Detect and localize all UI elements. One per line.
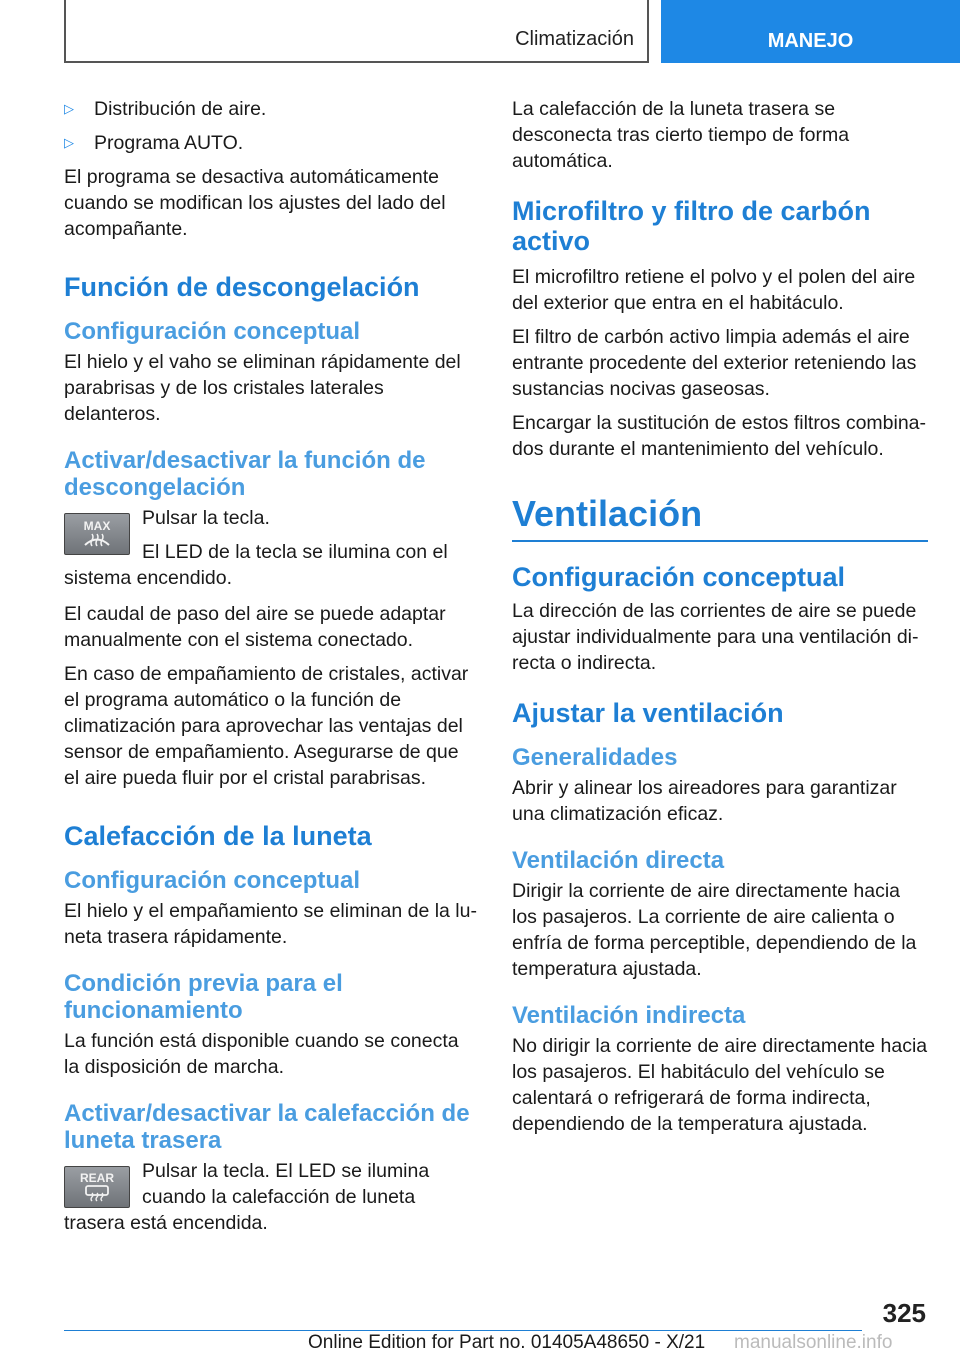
- heading-filter: Microfiltro y filtro de carbón activo: [512, 196, 871, 256]
- paragraph: La dirección de las corrientes de aire se puede ajustar individualmente para una ventilación directa o indirecta.: [512, 600, 919, 674]
- heading-rear-concept: Configuración conceptual: [64, 867, 361, 894]
- bullet-item: [64, 130, 478, 156]
- heading-rear-condition: Condición previa para el funcionamiento: [64, 970, 343, 1024]
- heading-direct: Ventilación directa: [512, 847, 725, 874]
- watermark: manualsonline.info: [734, 1332, 893, 1353]
- paragraph: La calefacción de la luneta trasera se desconecta tras cierto tiempo de forma automática.: [512, 98, 850, 172]
- heading-defrost-concept: Configuración conceptual: [64, 318, 361, 345]
- heading-rear-toggle: Activar/desactivar la calefacción de luneta trasera: [64, 1100, 470, 1154]
- edition-text: Online Edition for Part no. 01405A48650 - X/21: [308, 1332, 706, 1353]
- heading-general: Generalidades: [512, 744, 678, 771]
- bullet-text: Distribución de aire.: [94, 98, 267, 120]
- section-title: Climatización: [515, 28, 634, 50]
- paragraph: El microfiltro retiene el polvo y el polen del aire del exterior que entra en el habitáculo.: [512, 266, 916, 314]
- paragraph: Pulsar la tecla. El LED se ilumina cuando la calefacción de luneta trasera está encendida.: [64, 1160, 430, 1234]
- page-number: 325: [882, 1298, 926, 1328]
- paragraph: Abrir y alinear los aireadores para garantizar una climatización eficaz.: [512, 777, 897, 825]
- rear-window-heating-icon: [82, 1184, 112, 1202]
- heading-defrost: Función de descongelación: [64, 272, 420, 302]
- left-column: [64, 96, 478, 1244]
- bullet-text: Programa AUTO.: [94, 132, 244, 154]
- heading-ventilation: Ventilación: [512, 490, 928, 542]
- heading-rear-heating: Calefacción de la luneta: [64, 821, 372, 851]
- bullet-item: [64, 96, 478, 122]
- paragraph: El filtro de carbón activo limpia además el aire entrante procedente del exterior reteniendo las sustancias nocivas gaseosas.: [512, 326, 917, 400]
- triangle-bullet-icon: ▷: [64, 135, 74, 150]
- page-header: [0, 0, 960, 66]
- paragraph: La función está disponible cuando se conecta la disposición de marcha.: [64, 1030, 459, 1078]
- paragraph: El caudal de paso del aire se puede adaptar manualmente con el sistema conectado.: [64, 603, 446, 651]
- paragraph: El LED de la tecla se ilumina con el sistema encendido.: [64, 541, 448, 589]
- footer-divider: [64, 1330, 862, 1331]
- paragraph: En caso de empañamiento de cristales, activar el programa automático o la función de climatización para aprovechar las ventajas del sensor de empañamiento. Asegurarse de que el aire pueda fluir por el cristal parabrisas.: [64, 663, 469, 789]
- heading-vent-adjust: Ajustar la ventilación: [512, 698, 784, 728]
- rear-defrost-key-icon: [64, 1166, 130, 1208]
- paragraph: El hielo y el vaho se eliminan rápidamente del parabrisas y de los cristales laterales delanteros.: [64, 351, 461, 425]
- paragraph: Pulsar la tecla.: [142, 507, 270, 529]
- key-label: MAX: [83, 519, 111, 533]
- paragraph: Dirigir la corriente de aire directamente hacia los pasajeros. La corriente de aire calienta o enfría de forma perceptible, dependiendo de la temperatura ajustada.: [512, 880, 917, 980]
- paragraph: El hielo y el empañamiento se eliminan de la luneta trasera rápidamente.: [64, 900, 477, 948]
- defrost-key-row: [64, 505, 478, 591]
- paragraph: Encargar la sustitución de estos filtros combinados durante el mantenimiento del vehículo.: [512, 412, 927, 460]
- chapter-label: [661, 0, 960, 63]
- key-label: REAR: [79, 1171, 114, 1185]
- max-defrost-key-icon: [64, 513, 130, 555]
- paragraph: No dirigir la corriente de aire directamente hacia los pasajeros. El habitáculo del vehículo se calentará o refrigerará de forma indirecta, dependiendo de la temperatura ajustada.: [512, 1035, 928, 1135]
- chapter-label-text: MANEJO: [767, 30, 854, 52]
- right-column: [512, 96, 928, 1145]
- rear-key-row: [64, 1158, 478, 1236]
- triangle-bullet-icon: ▷: [64, 101, 74, 116]
- heading-defrost-toggle: Activar/desactivar la función de descongelación: [64, 447, 426, 501]
- paragraph: El programa se desactiva automáticamente cuando se modifican los ajustes del lado del acompañante.: [64, 166, 446, 240]
- heading-indirect: Ventilación indirecta: [512, 1002, 746, 1029]
- defrost-icon: [82, 532, 112, 548]
- heading-vent-concept: Configuración conceptual: [512, 562, 846, 592]
